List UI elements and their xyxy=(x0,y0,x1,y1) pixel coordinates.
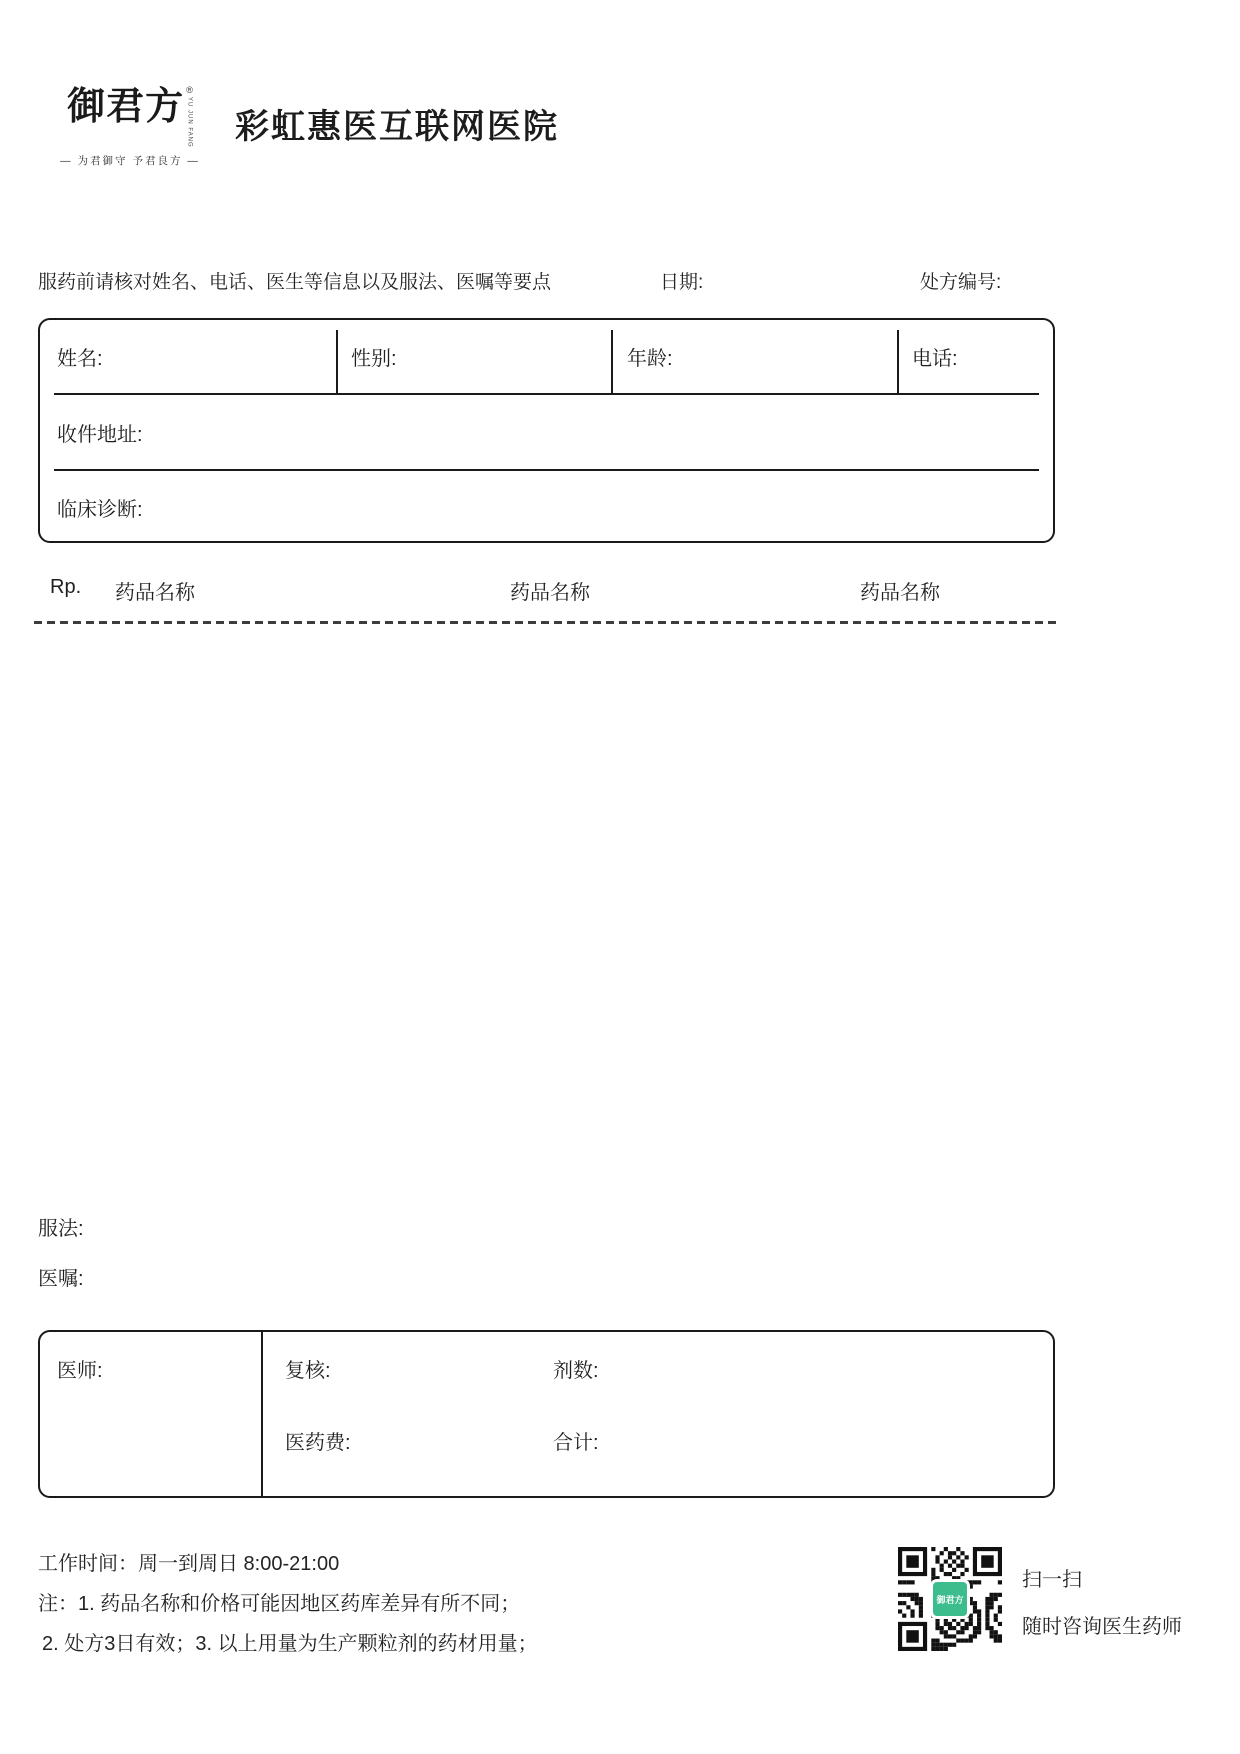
patient-info-box xyxy=(38,318,1055,543)
fee-total-row xyxy=(285,1426,1053,1498)
scan-description: 随时咨询医生药师 xyxy=(1022,1616,1182,1638)
meta-row xyxy=(38,267,1055,295)
qr-center-logo xyxy=(930,1579,970,1619)
footer-notes xyxy=(38,1551,538,1671)
signature-box xyxy=(38,1330,1055,1498)
rp-header-row xyxy=(38,576,1055,604)
qr-section xyxy=(898,1547,1182,1651)
note-line-1: 注：1. 药品名称和价格可能因地区药库差异有所不同； xyxy=(38,1593,521,1615)
brand-logo-side xyxy=(186,84,193,148)
signature-box-right xyxy=(263,1332,1053,1496)
brand-name: 御君方 xyxy=(67,83,185,128)
gender-label: 性别: xyxy=(351,348,397,370)
drug-name-header-3: 药品名称 xyxy=(860,582,940,604)
dose-count-label: 剂数: xyxy=(553,1360,599,1382)
physician-field xyxy=(40,1332,263,1496)
qr-caption xyxy=(1022,1547,1182,1639)
review-label: 复核: xyxy=(285,1360,331,1382)
diagnosis-label: 临床诊断: xyxy=(57,498,143,521)
advice-label: 医嘱: xyxy=(38,1268,84,1290)
phone-label: 电话: xyxy=(912,348,958,370)
date-label: 日期: xyxy=(660,272,704,293)
rx-number-label: 处方编号: xyxy=(920,272,1002,293)
age-label: 年龄: xyxy=(627,348,673,370)
verification-notice: 服药前请核对姓名、电话、医生等信息以及服法、医嘱等要点 xyxy=(38,272,552,293)
brand-pinyin: YU JUN FANG xyxy=(186,97,193,148)
hospital-name: 彩虹惠医互联网医院 xyxy=(235,108,559,146)
scan-label: 扫一扫 xyxy=(1022,1569,1082,1591)
brand-logo xyxy=(55,84,205,168)
drug-name-header-1: 药品名称 xyxy=(115,582,195,604)
age-field xyxy=(611,320,897,393)
diagnosis-field xyxy=(40,471,1053,543)
drug-name-header-2: 药品名称 xyxy=(510,582,590,604)
gender-field xyxy=(336,320,611,393)
total-label: 合计: xyxy=(553,1432,599,1454)
patient-row-basic xyxy=(40,320,1053,393)
dashed-divider xyxy=(34,621,1057,624)
qr-logo-text: 御君方 xyxy=(936,1594,964,1605)
qr-code xyxy=(898,1547,1002,1651)
address-field xyxy=(40,395,1053,469)
medicine-fee-label: 医药费: xyxy=(285,1432,351,1454)
name-field xyxy=(40,320,336,393)
registered-trademark-icon: ® xyxy=(186,85,193,95)
name-label: 姓名: xyxy=(57,348,103,370)
note-line-2: 2. 处方3日有效；3. 以上用量为生产颗粒剂的药材用量； xyxy=(42,1633,538,1655)
physician-label: 医师: xyxy=(57,1360,103,1382)
rp-label: Rp. xyxy=(50,576,82,598)
usage-label: 服法: xyxy=(38,1218,84,1240)
brand-tagline: — 为君御守 予君良方 — xyxy=(60,154,200,167)
address-label: 收件地址: xyxy=(57,423,143,446)
phone-field xyxy=(897,320,1053,393)
review-dose-row xyxy=(285,1354,1053,1426)
working-hours: 工作时间：周一到周日 8:00-21:00 xyxy=(38,1553,340,1575)
